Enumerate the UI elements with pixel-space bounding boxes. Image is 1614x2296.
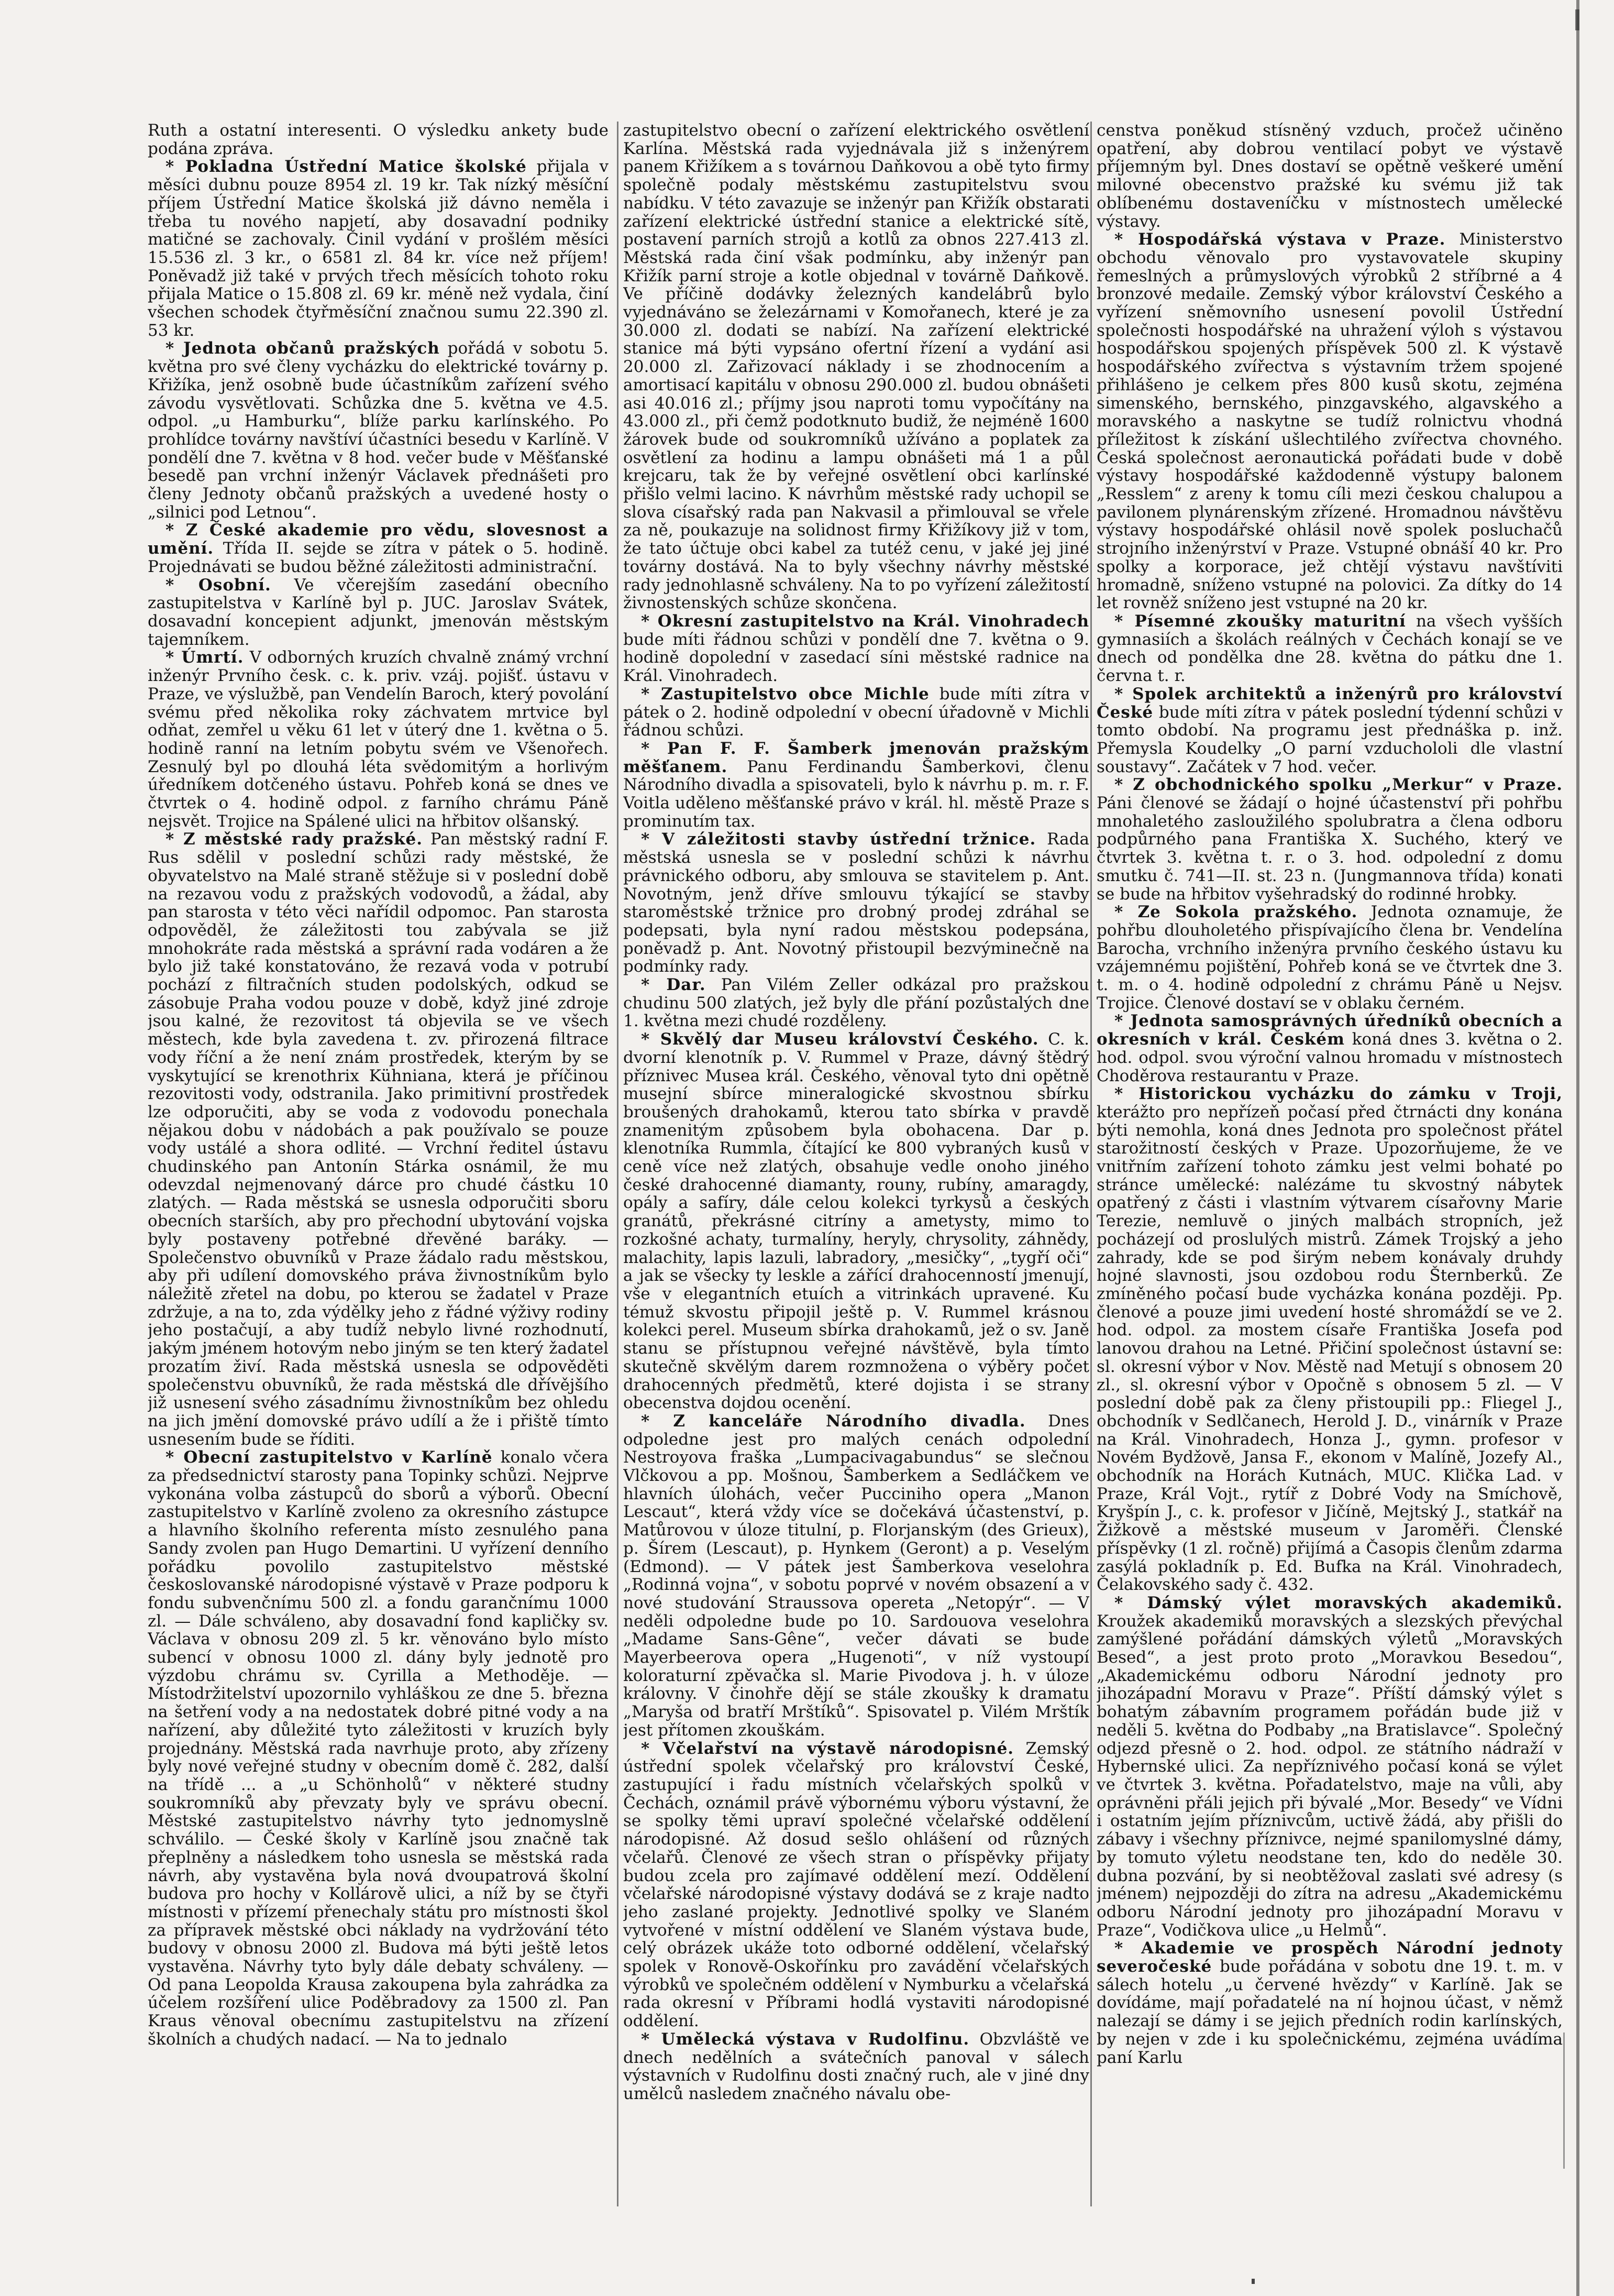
article-heading: * Historickou vycházku do zámku v Troji,: [1114, 1084, 1563, 1104]
article-heading: * Z obchodnického spolku „Merkur“ v Praze.: [1114, 775, 1563, 795]
article-paragraph: [1097, 1012, 1563, 1085]
article-text: Pan městský radní F. Rus sdělil v poslední schůzi rady městské, že obyvatelstvo na Malé straně stěžuje si v poslední době na rezavou vodu z pražských vodovodů, a žádal, aby pan starosta v této věci nařídil odpomoc. Pan starosta odpověděl, že záležitosti tou zabývala se již mnohokráte rada městská a správní rada vodáren a že bylo již také konstatováno, že rezavá voda v potrubí pochází z filtračních studen podolských, odkud se zásobuje Praha vodou pouze v době, když jiné zdroje jsou kalné, že rezovitost tá objevila se ve všech městech, kde byla zavedena t. zv. přirozená filtrace vody říční a že není znám prostředek, kterým by se vyskytující se krenothrix Kühniana, která je příčinou rezovitosti vody, odstranila. Jako primitivní prostředek lze odporučiti, aby se voda z vodovodu ponechala nějakou dobu v nádobách a pak používalo se pouze vody ustálé a shora odlité. — Vrchní ředitel ústavu chudinského pan Antonín Stárka osnámil, že mu odevzdal nejmenovaný dárce pro chudé částku 10 zlatých. — Rada městská se usnesla odporučiti sboru obecních starších, aby pro přechodní ubytování vojska byly postaveny potřebné dřevěné baráky. — Společenstvo obuvníků v Praze žádalo radu městskou, aby při udílení domovského práva živnostníkům bylo náležitě zřetel na dobu, po kterou se žadatel v Praze zdržuje, a na to, zda výdělky jeho z řádné výživy rodiny jeho postačují, a aby tudíž nebylo livné rozhodnutí, jakým jménem hotovým nebo jiným se ten který žadatel prozatím živí. Rada městská usnesla se odpověděti společenstvu obuvníků, že rada městská dle dřívějšího již usnesení svého zásadnímu živnostníkům bez ohledu na jich jmění domovské právo udílí a že i přiště tímto usnesením bude se říditi.: [148, 830, 609, 1449]
article-text: Obzvláště ve dnech nedělních a svátečních panoval v sálech výstavních v Rudolfinu dosti značný ruch, ale v jiné dny umělců nasledem značného návalu obe-: [623, 2029, 1089, 2103]
article-text: na všech vyšších gymnasiích a školách reálných v Čechách konají se ve dnech od pondělka dne 28. května do pátku dne 1. června t. r.: [1097, 611, 1563, 686]
article-heading: * Z České akademie pro vědu, slovesnost a umění.: [148, 521, 609, 558]
article-paragraph: [148, 1448, 609, 2048]
article-paragraph: [623, 740, 1089, 831]
article-heading: * Dar.: [641, 975, 706, 995]
article-paragraph: [623, 830, 1089, 976]
article-paragraph: [623, 976, 1089, 1030]
article-heading: * Zastupitelstvo obce Michle: [641, 684, 930, 704]
column-1: [148, 122, 609, 2217]
article-text: Páni členové se žádají o hojné účastenství při pohřbu mnohaletého zasloužilého spolubratra a člena odboru podpůrného pana Františka X. Suchého, který ve čtvrtek 3. května t. r. o 3. hod. odpolední z domu smutku č. 741—II. st. 23 n. (Jungmannova třída) konati se bude na hřbitov vyšehradský do rodinné hrobky.: [1097, 794, 1563, 904]
article-paragraph: [1097, 230, 1563, 612]
article-text: konalo včera za předsednictví starosty pana Topinky schůzi. Nejprve vykonána volba zástupců do sborů a výborů. Obecní zastupitelstvo v Karlíně zvoleno za okresního zástupce a hlavního školního referenta místo zesnulého pana Sandy zvolen pan Hugo Demartini. U vyřízení denního pořádku povolilo zastupitelstvo městské českoslovanské národopisné výstavě v Praze podporu k fondu subvenčnímu 500 zl. a fondu garančnímu 1000 zl. — Dále schváleno, aby dosavadní fond kapličky sv. Václava v obnosu 209 zl. 5 kr. věnováno bylo místo subencí v obnosu 1000 zl. dány byly jednotě pro výzdobu chrámu sv. Cyrilla a Methoděje. — Místodržitelství upozornilo vyhláškou ze dne 5. března na šetření vody a na nedostatek dobré pitné vody a na nařízení, aby důležité tyto záležitosti v kruzích byly projednány. Městská rada navrhuje proto, aby zřízeny byly nové veřejné studny v obecním domě č. 282, další na třídě ... a „u Schönholů“ v některé studny soukromníků aby převzaty byly ve správu obecní. Městské zastupitelstvo návrhy tyto jednomyslně schválilo. — České školy v Karlíně jsou značně tak přeplněny a následkem toho usnesla se městská rada návrh, aby vystavěna byla nová dvoupatrová školní budova pro hochy v Kollárově ulici, a níž by se čtyři místnosti v přízemí přenechaly státu pro místnosti škol za přípravek městské obci náklady na vydržování této budovy v obnosu 2000 zl. Budova má býti ještě letos vystavěna. Návrhy tyto byly dále debaty schváleny. — Od pana Leopolda Krausa zakoupena byla zahrádka za účelem rozšíření ulice Poděbradovy za 1500 zl. Pan Kraus věnoval obecnímu zastupitelstvu na zřízení školních a chudých nadací. — Na to jednalo: [148, 1448, 609, 2049]
article-text: Zemský ústřední spolek včelařský pro království České, zastupující i řadu místních včelařských spolků v Čechách, oznámil právě výbornému výboru výstavní, že se spolky těmi upraví společné včelařské oddělení národopisné. Až dosud sešlo ohlášení od různých včelařů. Členové ze všech stran o příspěvky přijaty budou zcela pro zajímavé oddělení mezí. Oddělení včelařské národopisné výstavy dodává se z kraje nadto jeho zaslané projekty. Jednotlivé spolky ve Slaném vytvořené v místní oddělení ve Slaném výstava bude, celý obrázek ukáže toto odborné oddělení, včelařský spolek v Ronově-Oskořínku pro zavádění včelařských výrobků ve společném oddělení v Nymburku a včelařská rada okresní v Příbrami hodlá vystaviti národopisné oddělení.: [623, 1739, 1089, 2031]
article-heading: * Jednota samosprávných úředníků obecních a okresních v král. Českém: [1097, 1012, 1563, 1049]
article-heading: * Jednota občanů pražských: [165, 339, 440, 358]
article-heading: * Osobní.: [165, 575, 271, 595]
article-text: Kroužek akademiků moravských a slezských převýchal zamýšlené pořádání dámských výletů „Moravských Besed“, a jest proto proto „Moravkou Besedou“, „Akademickému odboru Národní jednoty pro jihozápadní Moravu v Praze“. Příští dámský výlet s bohatým zábavním programem pořádán bude již v neděli 5. května do Podbaby „na Bratislavce“. Společný odjezd přesně o 2. hod. odpol. ze státního nádraží v Hybernské ulici. Za nepříznivého počasí koná se výlet ve čtvrtek 3. května. Pořadatelstvo, maje na vůli, aby oprávněni přáli jejich při bývalé „Mor. Besedy“ ve Vídni i ostatním jejím příznivcům, uctivě žádá, aby přišli do zábavy i všechny příznivce, nejmé spanilomyslné dámy, by tomuto výletu neodstane ten, kdo do neděle 30. dubna pozvání, by si neobtěžoval zaslati své adresy (s jménem) nejpozději do zítra na adresu „Akademickému odboru Národní jednoty pro jihozápadní Moravu v Praze“, Vodičkova ulice „u Helmů“.: [1097, 1611, 1563, 1940]
article-heading: * Z kanceláře Národního divadla.: [641, 1411, 1026, 1431]
article-paragraph: [148, 521, 609, 576]
column-rule-2: [1090, 122, 1092, 2206]
article-text: Ministerstvo obchodu věnovalo pro vystavovatele skupiny řemeslných a průmyslových výrobků 2 stříbrné a 4 bronzové medaile. Zemský výbor království Českého a vyřízení sněmovního usnesení povolil Ústřední společnosti hospodářské na uhražení výloh s výstavou hospodářskou spojených příspěvek 500 zl. K výstavě hospodářského zvířectva s výstavním tržem spojené přihlášeno je celkem přes 800 kusů skotu, zejména simenského, bernského, pinzgavského, algavského a moravského a naskytne se tudíž rolnictvu vhodná příležitost k získání ušlechtilého zvířectva chovného. Česká společnost aeronautická pořádati bude v době výstavy hospodářské každodenně výstupy balonem „Resslem“ z areny k tomu cíli mezi českou chalupou a pavilonem plynárenským zřízené. Hromadnou návštěvu výstavy hospodářské ohlásil nově spolek posluchačů strojního inženýrství v Praze. Vstupné obnáší 40 kr. Pro spolky a korporace, jež chtějí výstavu navštíviti hromadně, sníženo vstupné na polovici. Za dítky do 14 let rovněž sníženo jest vstupné na 20 kr.: [1097, 230, 1563, 613]
article-heading: * Úmrtí.: [165, 648, 244, 667]
article-text: bude míti zítra v pátek o 2. hodině odpolední v obecní úřadovně v Michli řádnou schůzi.: [623, 684, 1089, 740]
article-text: Dnes odpoledne jest pro malých cenách odpolední Nestroyova fraška „Lumpacivagabundus“ se slečnou Vlčkovou a pp. Mošnou, Šamberkem a Sedláčkem ve hlavních úlohách, večer Pucciniho opera „Manon Lescaut“, která vždy více se dočekává účastenství, p. Matůrovou v úloze titulní, p. Florjanským (des Grieux), p. Šírem (Lescaut), p. Hynkem (Geront) a p. Veselým (Edmond). — V pátek jest Šamberkova veselohra „Rodinná vojna“, v sobotu poprvé v novém obsazení a v nové studování Straussova opereta „Netopýr“. — V neděli odpoledne bude po 10. Sardouova veselohra „Madame Sans-Gêne“, večer dávati se bude Mayerbeerova opera „Hugenoti“, v níž vystoupí koloraturní zpěvačka sl. Marie Pivodova j. h. v úloze královny. V činohře dějí se stále zkoušky k dramatu „Maryša od bratří Mrštíků“. Spisovatel p. Vilém Mrštík jest přítomen zkouškám.: [623, 1411, 1089, 1740]
article-paragraph: [148, 339, 609, 521]
article-heading: * Okresní zastupitelstvo na Král. Vinohradech: [641, 611, 1089, 631]
article-heading: * Umělecká výstava v Rudolfinu.: [641, 2029, 970, 2049]
article-heading: * Spolek architektů a inženýrů pro království České: [1097, 684, 1563, 722]
article-text: přijala v měsíci dubnu pouze 8954 zl. 19 kr. Tak nízký měsíční příjem Ústřední Matice školská již dávno neměla i třeba tu nového napjetí, aby dosavadní podniky matičné se zachovaly. Činil vydání v prošlém měsíci 15.536 zl. 3 kr., o 6581 zl. 84 kr. více než příjem! Poněvadž již také v prvých třech měsících tohoto roku přijala Matice o 15.808 zl. 69 kr. méně než vydala, činí všechen schodek čtyřměsíční značnou sumu 22.390 zl. 53 kr.: [148, 157, 609, 340]
article-heading: * Dámský výlet moravských akademiků.: [1114, 1593, 1563, 1612]
article-paragraph: [623, 685, 1089, 740]
article-text: Ruth a ostatní interesenti. O výsledku ankety bude podána zpráva.: [148, 122, 609, 158]
article-paragraph: [148, 576, 609, 649]
article-paragraph: [623, 2030, 1089, 2103]
article-paragraph: [1097, 122, 1563, 230]
article-paragraph: [148, 830, 609, 1448]
article-heading: * Včelařství na výstavě národopisné.: [641, 1739, 1014, 1758]
article-heading: * Pan F. F. Šamberk jmenován pražským měšťanem.: [623, 739, 1089, 776]
article-paragraph: [1097, 1939, 1563, 2067]
article-text: Pan Vilém Zeller odkázal pro pražskou chudinu 500 zlatých, jež byly dle přání pozůstalých dne 1. května mezi chudé rozděleny.: [623, 975, 1089, 1031]
article-text: koná dnes 3. května o 2. hod. odpol. svou výroční valnou hromadu v místnostech Choděrova restaurantu v Praze.: [1097, 1030, 1563, 1085]
article-paragraph: [1097, 1085, 1563, 1594]
article-text: V odborných kruzích chvalně známý vrchní inženýr Prvního česk. c. k. priv. vzáj. pojišť. ústavu v Praze, ve výslužbě, pan Vendelín Baroch, který povolání svému před několika roky záchvatem mrtvice byl odňat, zemřel u věku 61 let v úterý dne 1. května o 5. hodině ranní na letním pobytu svém ve Všenořech. Zesnulý byl po dlouhá léta svědomitým a horlivým úředníkem dotčeného ústavu. Pohřeb koná se dnes ve čtvrtek o 4. hodině odpol. z farního chrámu Páně nejsvět. Trojice na Spálené ulici na hřbitov olšanský.: [148, 648, 609, 831]
article-text: zastupitelstvo obecní o zařízení elektrického osvětlení Karlína. Městská rada vyjednávala již s inženýrem panem Křižíkem a s továrnou Daňkovou a obě tyto firmy společně podaly městskému zastupitelstvu svou nabídku. V této zavazuje se inženýr pan Křižík obstarati zařízení elektrické ústřední stanice a elektrické sítě, postavení parních strojů a kotlů za obnos 227.413 zl. Městská rada činí však podmínku, aby inženýr pan Křižík parní stroje a kotle objednal v továrně Daňkově. Ve příčině dodávky železných kandelábrů bylo vyjednáváno se železárnami v Komořanech, které je za 30.000 zl. dodati se nabízí. Na zařízení elektrické stanice má býti vypsáno ofertní řízení a vydání asi 20.000 zl. Zařizovací náklady i se zhodnocením a amortisací kapitálu v obnosu 290.000 zl. budou obnášeti asi 40.016 zl.; příjmy jsou naproti tomu vypočítány na 43.000 zl., při čemž podotknuto budiž, že nejméně 1600 žárovek bude od soukromníků užíváno a poplatek za osvětlení za hodinu a lampu obnášeti má 1 a půl krejcaru, tak že by veřejné osvětlení obci karlínské přišlo velmi lacino. K návrhům městské rady uchopil se slova císařský rada pan Nakvasil a přimlouval se vřele za ně, poukazuje na solidnost firmy Křižíkovy již v tom, že tato účtuje obci kabel za tutéž cenu, v jaké jej jiné továrny dostává. Na to byly všechny návrhy městské rady jednohlasně schváleny. Na to po vyřízení záležitostí živnostenských schůze skončena.: [623, 122, 1089, 613]
article-paragraph: [1097, 776, 1563, 903]
article-heading: * Z městské rady pražské.: [165, 830, 423, 849]
column-2: [623, 122, 1089, 2217]
article-paragraph: [623, 612, 1089, 685]
article-heading: * Skvělý dar Museu království Českého.: [641, 1030, 1039, 1049]
article-paragraph: [148, 158, 609, 339]
article-heading: * V záležitosti stavby ústřední tržnice.: [641, 830, 1036, 849]
article-heading: * Písemné zkoušky maturitní: [1114, 611, 1406, 631]
column-3: [1097, 122, 1563, 2217]
article-text: bude míti zítra v pátek poslední týdenní schůzi v tomto období. Na programu jest přednáška p. inž. Přemysla Koudelky „O parní vzduchololi dle vlastní soustavy“. Začátek v 7 hod. večer.: [1097, 702, 1563, 776]
article-text: Jednota oznamuje, že pohřbu dlouholetého přispívajícího člena br. Vendelína Barocha, vrchního inženýra prvního českého ústavu ku vzájemnému pojištění, Pohřeb koná se ve čtvrtek dne 3. t. m. o 4. hodině odpolední z chrámu Páně u Nejsv. Trojice. Členové dostaví se v oblaku černém.: [1097, 903, 1563, 1013]
article-text: pořádá v sobotu 5. května pro své členy vycházku do elektrické továrny p. Křižíka, jenž osobně bude účastníkům zařízení svého závodu vysvětlovati. Schůzka dne 5. května ve 4.5. odpol. „u Hamburku“, blíže parku karlínského. Po prohlídce továrny navštíví účastníci besedu v Karlíně. V pondělí dne 7. května v 8 hod. večer bude v Měšťanské besedě pan vrchní inženýr Václavek přednášeti pro členy Jednoty občanů pražských a uvedené hosty o „silnici pod Letnou“.: [148, 339, 609, 522]
article-text: censtva poněkud stísněný vzduch, pročež učiněno opatření, aby dobrou ventilací pobyt ve výstavě příjemným byl. Dnes dostaví se opětně veškeré umění milovné obecenstvo pražské ku svému již tak oblíbenému dostaveníčku v místnostech umělecké výstavy.: [1097, 122, 1563, 231]
article-heading: * Akademie ve prospěch Národní jednoty severočeské: [1097, 1939, 1563, 1976]
article-text: Třída II. sejde se zítra v pátek o 5. hodině. Projednávati se budou běžné záležitosti administrační.: [148, 539, 609, 576]
article-paragraph: [623, 122, 1089, 612]
article-paragraph: [1097, 903, 1563, 1012]
article-heading: * Hospodářská výstava v Praze.: [1114, 230, 1446, 249]
article-paragraph: [148, 649, 609, 830]
article-paragraph: [623, 1740, 1089, 2030]
article-text: Rada městská usnesla se v poslední schůzi k návrhu právnického odboru, aby smlouva se stavitelem p. Ant. Novotným, jenž dříve smlouvu týkající se stavby staroměstské tržnice pro drobný prodej zdráhal se podepsati, byla nyní radou městskou podepsána, poněvadž p. Ant. Novotný přistoupil bezvýminečně na podmínky rady.: [623, 830, 1089, 976]
page-mark: [1252, 2279, 1255, 2284]
article-paragraph: [623, 1412, 1089, 1740]
article-text: bude míti řádnou schůzi v pondělí dne 7. května o 9. hodině dopolední v zasedací síni městské radnice na Král. Vinohradech.: [623, 630, 1089, 686]
column-rule-1: [617, 122, 618, 2206]
article-paragraph: [623, 1030, 1089, 1412]
article-text: Ve včerejším zasedání obecního zastupitelstva v Karlíně byl p. JUC. Jaroslav Svátek, dosavadní koncepient adjunkt, jmenován městským tajemníkem.: [148, 575, 609, 649]
article-heading: * Obecní zastupitelstvo v Karlíně: [165, 1448, 493, 1467]
article-paragraph: [1097, 1594, 1563, 1939]
article-text: Panu Ferdinandu Šamberkovi, členu Národního divadla a spisovateli, bylo k návrhu p. m. r. F. Voitla uděleno měšťanské právo v král. hl. městě Praze s prominutím tax.: [623, 757, 1089, 831]
article-heading: * Ze Sokola pražského.: [1114, 903, 1358, 922]
page-border-right: [1576, 0, 1579, 2296]
article-paragraph: [148, 122, 609, 158]
page-crease: [1563, 2033, 1565, 2169]
article-text: C. k. dvorní klenotník p. V. Rummel v Praze, dávný štědrý příznivec Musea král. Českého, věnoval tyto dni opětně musejní sbírce mineralogické skvostnou sbírku broušených drahokamů, kterou tato sbírka v pravdě znamenitým způsobem byla obohacena. Dar p. klenotníka Rummla, čítající ke 800 vybraných kusů v ceně více než zlatých, obsahuje vedle onoho jiného české drahocenné diamanty, rouny, rubíny, amaragdy, opály a safíry, dále celou kolekci tyrkysů a českých granátů, překrásné citríny a ametysty, mimo to rozkošné achaty, turmalíny, heryly, chrysolity, záhnědy, malachity, lapis lazuli, labradory, „mesičky“, „tygří oči“ a jak se všecky ty leskle a zářící drahocenností jmenují, vše v elegantních etuích a vitrinkách upravené. Ku témuž skvostu připojil ještě p. V. Rummel krásnou kolekci perel. Museum sbírka drahokamů, jež o sv. Janě stanu se přístupnou veřejné návštěvě, byla tímto skutečně skvělým darem rozmnožena o výběry počet drahocenných předmětů, které dojista i se strany obecenstva dojdou ocenění.: [623, 1030, 1089, 1413]
edge-mark: [1575, 9, 1579, 30]
article-heading: * Pokladna Ústřední Matice školské: [165, 157, 527, 177]
article-text: bude pořádána v sobotu dne 19. t. m. v sálech hotelu „u červené hvězdy“ v Karlíně. Jak se dovídáme, mají pořadatelé na ní hojnou účast, v němž nalezají se dámy i se jejich předních rodin karlínských, by nejen v zde i ku společnickému, zejména uvádíma paní Karlu: [1097, 1957, 1563, 2067]
article-text: kterážto pro nepřízeň počasí před čtrnácti dny konána býti nemohla, koná dnes Jednota pro společnost přátel starožitností českých v Praze. Upozorňujeme, že ve vnitřním zařízení tohoto zámku jest velmi bohaté po stránce umělecké: nalézáme tu skvostný nábytek opatřený z části i vlastním výtvarem císařovny Marie Terezie, nemluvě o jiných malbách stropních, jež pocházejí od proslulých mistrů. Zámek Trojský a jeho zahrady, kde se pod širým nebem konávaly druhdy hojné slavnosti, jsou ozdobou rodu Šternberků. Ze zmíněného počasí bude vycházka konána později. Pp. členové a pouze jimi uvedení hosté shromáždí se ve 2. hod. odpol. za mostem císaře Františka Josefa pod lanovou drahou na Letné. Přičiní společnost ústavní se: sl. okresní výbor v Nov. Městě nad Metují s obnosem 20 zl., sl. okresní výbor v Opočně s obnosem 5 zl. — V poslední době pak za členy přistoupili pp.: Fliegel J., obchodník v Sedlčanech, Herold J. D., vinárník v Praze na Král. Vinohradech, Honza J., gymn. profesor v Novém Bydžově, Jansa F., ekonom v Malíně, Jozefy Al., obchodník na Horách Kutnách, MUC. Klička Lad. v Praze, Král Vojt., rytíř z Dobré Vody na Smíchově, Kryšpín J., c. k. profesor v Jičíně, Mejtský J., statkář na Žižkově a městské museum v Jaroměři. Členské příspěvky (1 zl. ročně) přijímá a Časopis členům zdarma zasýlá pokladník p. Ed. Bufka na Král. Vinohradech, Čelakovského sady č. 432.: [1097, 1102, 1563, 1595]
article-paragraph: [1097, 685, 1563, 776]
article-paragraph: [1097, 612, 1563, 685]
